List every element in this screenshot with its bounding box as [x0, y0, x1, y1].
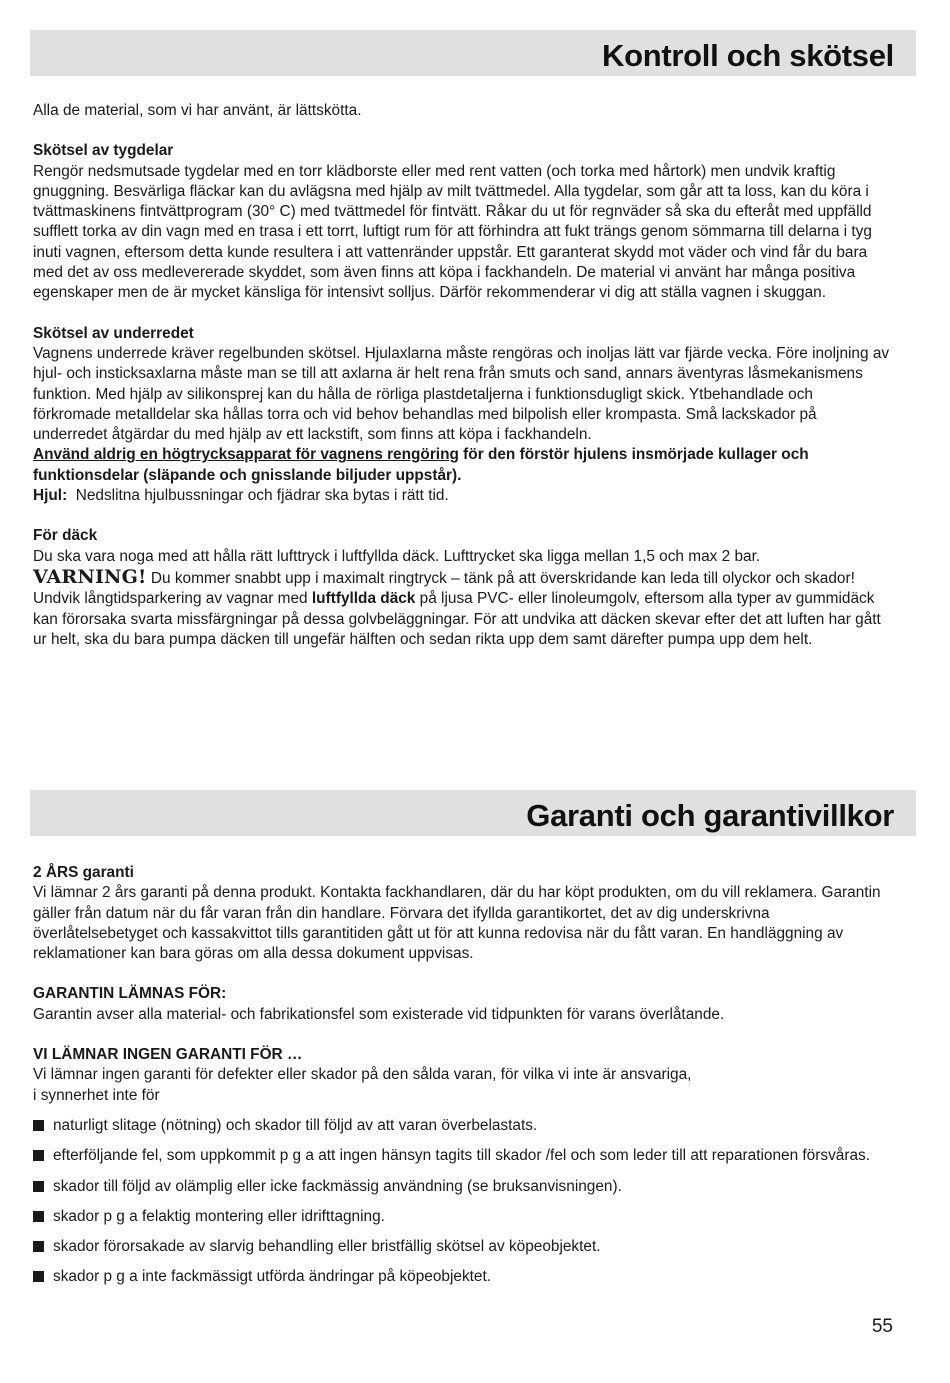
chassis-warning-underlined: Använd aldrig en högtrycksapparat för vagnens rengöring [33, 446, 459, 464]
list-item [33, 1267, 895, 1287]
list-item-text: efterföljande fel, som uppkommit p g a att ingen hänsyn tagits till skador /fel och som leder till att reparationen försvåras. [53, 1147, 870, 1165]
chassis-text: Vagnens underrede kräver regelbunden skötsel. Hjulaxlarna måste rengöras och inoljas lätt var fjärde vecka. Före inoljning av hjul- och insticksaxlarna måste man se till att axlarna är helt rena från smuts och sand, annars äventyras låsmekanismens funktion. Med hjälp av silikonsprej kan du hålla de rörliga plastdetaljerna i funktionsdugligt skick. Ytbehandlade och förkromade metalldelar ska hållas torra och vid behov behandlas med bilpolish eller krompasta. Små lackskador på underredet åtgärdar du med hjälp av ett lackstift, som finns att köpa i fackhandeln. [33, 344, 890, 444]
intro-text: Alla de material, som vi har använt, är lättskötta. [33, 102, 362, 119]
bullet-square-icon [33, 1181, 44, 1192]
list-item-text: skador till följd av olämplig eller icke fackmässig användning (se bruksanvisningen). [53, 1177, 622, 1195]
tires-warning-text: Du kommer snabbt upp i maximalt ringtryck – tänk på att överskridande kan leda till olyckor och skador! Undvik långtidsparkering av vagnar med [33, 569, 855, 608]
warranty-section [33, 863, 895, 1288]
exclusions-list [33, 1116, 895, 1288]
wheel-note [33, 486, 895, 506]
covered-text: Garantin avser alla material- och fabrikationsfel som existerade vid tidpunkten för varans överlåtande. [33, 1005, 725, 1023]
tires-rest-text: på ljusa PVC- eller linoleumgolv, eftersom alla typer av gummidäck kan förorsaka svarta missfärgningar på dessa golvbeläggningar. För att undvika att däcken skevar efter det att luften har gått ur helt, ska du bara pumpa däcken till ungefär hälften och sedan rikta upp dem samt därefter pumpa upp dem helt. [33, 590, 881, 648]
list-item [33, 1116, 895, 1136]
bullet-square-icon [33, 1211, 44, 1222]
not-covered-text: Vi lämnar ingen garanti för defekter eller skador på den sålda varan, för vilka vi inte är ansvariga, [33, 1066, 692, 1084]
bullet-square-icon [33, 1120, 44, 1131]
fabric-heading: Skötsel av tygdelar [33, 142, 174, 160]
list-item-text: skador p g a felaktig montering eller idrifttagning. [53, 1207, 385, 1225]
wheel-text: Nedslitna hjulbussningar och fjädrar ska bytas i rätt tid. [67, 487, 449, 505]
list-item [33, 1207, 895, 1227]
tires-heading: För däck [33, 527, 98, 545]
not-covered-text-2: i synnerhet inte för [33, 1086, 160, 1104]
not-covered-heading: VI LÄMNAR INGEN GARANTI FÖR … [33, 1046, 303, 1064]
bullet-square-icon [33, 1150, 44, 1161]
care-section [33, 101, 895, 650]
tires-bold-text: luftfyllda däck [311, 590, 416, 608]
warranty-text: Vi lämnar 2 års garanti på denna produkt. Kontakta fackhandlaren, där du har köpt produkten, om du vill reklamera. Garantin gäller från datum när du får varan från din handlare. Förvara det ifyllda garantikortet, det av dig underskrivna överlåtelsebetyget och kassakvittot tills garantitiden gått ut för att kunna redovisa när du fått varan. En handläggning av reklamationer kan bara göras om alla dessa dokument uppvisas. [33, 884, 881, 963]
chassis-warning-rest: för den förstör hjulens insmörjade kullager och funktionsdelar (släpande och gnisslande biljuder uppstår). [33, 446, 809, 484]
section-title-care: Kontroll och skötsel [602, 38, 894, 73]
list-item-text: skador förorsakade av slarvig behandling eller bristfällig skötsel av köpeobjektet. [53, 1238, 601, 1256]
covered-heading: GARANTIN LÄMNAS FÖR: [33, 985, 227, 1003]
list-item-text: naturligt slitage (nötning) och skador till följd av att varan överbelastats. [53, 1116, 538, 1134]
section-header-band [30, 790, 916, 836]
list-item [33, 1237, 895, 1257]
chassis-heading: Skötsel av underredet [33, 324, 194, 342]
page-number: 55 [871, 1316, 893, 1337]
section-title-warranty: Garanti och garantivillkor [526, 798, 894, 833]
tires-text: Du ska vara noga med att hålla rätt lufttryck i luftfyllda däck. Lufttrycket ska ligga mellan 1,5 och max 2 bar. [33, 547, 761, 565]
bullet-square-icon [33, 1271, 44, 1282]
list-item-text: skador p g a inte fackmässigt utförda ändringar på köpeobjektet. [53, 1268, 492, 1286]
bullet-square-icon [33, 1241, 44, 1252]
list-item [33, 1177, 895, 1197]
tires-warning [33, 567, 895, 650]
section-header-band [30, 30, 916, 76]
list-item [33, 1146, 895, 1166]
warranty-heading: 2 ÅRS garanti [33, 864, 134, 881]
fabric-text: Rengör nedsmutsade tygdelar med en torr klädborste eller med rent vatten (och torka med hårtork) men undvik kraftig gnuggning. Besvärliga fläckar kan du avlägsna med hjälp av milt tvättmedel. Alla tygdelar, som går att ta loss, kan du köra i tvättmaskinens fintvättprogram (30° C) med tvättmedel för fintvätt. Råkar du ut för regnväder så ska du efteråt med uppfälld sufflett torka av din vagn med en trasa i ett torrt, luftigt rum för att förhindra att fukt trängs genom sömmarna till delarna i tyg inuti vagnen, eftersom detta kunde resultera i att vattenränder uppstår. Ett garanterat skydd mot väder och vind får du bara med det av oss medlevererade skyddet, som även finns att köpa i fackhandeln. De material vi använt har många positiva egenskaper men de är mycket känsliga för intensivt solljus. Därför rekommenderar vi dig att ställa vagnen i skuggan. [33, 162, 872, 302]
wheel-label: Hjul: [33, 487, 68, 505]
chassis-warning [33, 445, 895, 486]
warning-label: VARNING! [33, 565, 147, 588]
